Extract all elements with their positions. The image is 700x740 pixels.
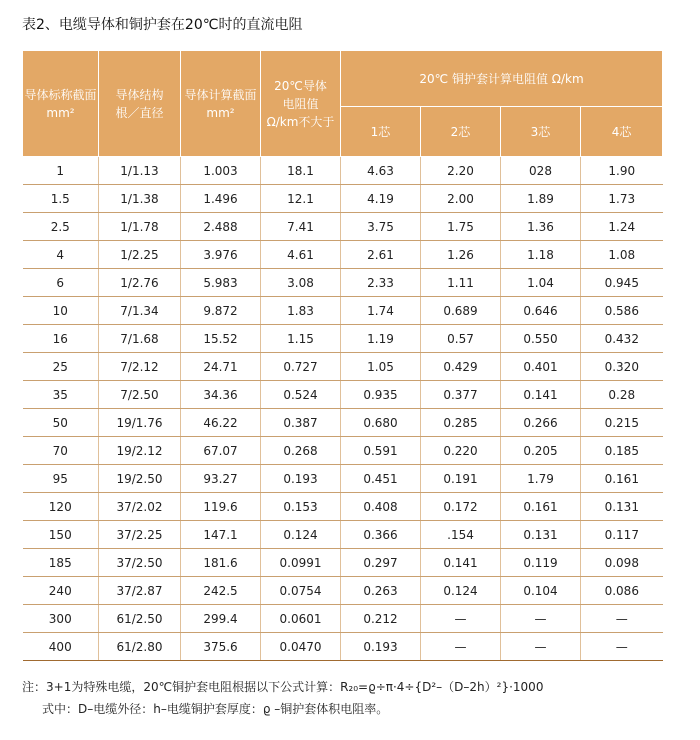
table-cell: 150 [23, 521, 99, 549]
table-row [23, 241, 663, 269]
table-cell: 24.71 [181, 353, 261, 381]
table-cell: 4.19 [341, 185, 421, 213]
table-cell: 1.003 [181, 157, 261, 185]
header-core-4: 4芯 [581, 107, 663, 157]
header-core-2: 2芯 [421, 107, 501, 157]
table-cell: 1/1.13 [99, 157, 181, 185]
table-title: 表2、电缆导体和铜护套在20℃时的直流电阻 [22, 17, 303, 33]
table-cell: 0.451 [341, 465, 421, 493]
notes [22, 676, 543, 720]
table-cell: 1.19 [341, 325, 421, 353]
table-cell: 181.6 [181, 549, 261, 577]
table-row [23, 577, 663, 605]
header-area: 导体标称截面 mm² [23, 51, 99, 157]
table-cell: 10 [23, 297, 99, 325]
table-cell: 0.172 [421, 493, 501, 521]
header-sheath-group: 20℃ 铜护套计算电阻值 Ω/km [341, 51, 663, 107]
table-cell: 0.320 [581, 353, 663, 381]
table-cell: 1.24 [581, 213, 663, 241]
table-cell: 37/2.25 [99, 521, 181, 549]
table-cell: 0.124 [421, 577, 501, 605]
header-core-1: 1芯 [341, 107, 421, 157]
table-cell: 0.263 [341, 577, 421, 605]
table-cell: 1.73 [581, 185, 663, 213]
table-cell: 147.1 [181, 521, 261, 549]
table-cell: 0.935 [341, 381, 421, 409]
table-cell: 0.131 [501, 521, 581, 549]
table-cell: 1.75 [421, 213, 501, 241]
table-cell: 1.05 [341, 353, 421, 381]
table-cell: 119.6 [181, 493, 261, 521]
table-cell: 1/2.76 [99, 269, 181, 297]
table-cell: 0.153 [261, 493, 341, 521]
table-cell: 0.550 [501, 325, 581, 353]
header-resistance: 20℃导体 电阻值 Ω/km不大于 [261, 51, 341, 157]
table-body [23, 157, 663, 661]
note-formula: 注：3+1为特殊电缆，20℃铜护套电阻根据以下公式计算：R₂₀=ϱ÷π·4÷{D²–（D–2h）²}·1000 [22, 680, 544, 694]
table-cell: 400 [23, 633, 99, 661]
table-cell: 0.161 [581, 465, 663, 493]
table-cell: 0.124 [261, 521, 341, 549]
table-cell: 1.90 [581, 157, 663, 185]
table-cell: 0.141 [421, 549, 501, 577]
table-cell: 0.285 [421, 409, 501, 437]
table-cell: 028 [501, 157, 581, 185]
table-cell: 1.5 [23, 185, 99, 213]
table-cell: — [421, 633, 501, 661]
table-cell: — [501, 633, 581, 661]
table-cell: 0.0601 [261, 605, 341, 633]
table-cell: 0.0470 [261, 633, 341, 661]
table-cell: 3.08 [261, 269, 341, 297]
table-cell: 1.83 [261, 297, 341, 325]
table-cell: 0.366 [341, 521, 421, 549]
table-cell: 7/2.50 [99, 381, 181, 409]
table-cell: 0.408 [341, 493, 421, 521]
table-row [23, 325, 663, 353]
table-cell: 240 [23, 577, 99, 605]
table-cell: 25 [23, 353, 99, 381]
table-cell: 0.212 [341, 605, 421, 633]
table-cell: 2.00 [421, 185, 501, 213]
table-cell: 1.11 [421, 269, 501, 297]
table-cell: 12.1 [261, 185, 341, 213]
table-cell: 9.872 [181, 297, 261, 325]
header-core-3: 3芯 [501, 107, 581, 157]
table-cell: 242.5 [181, 577, 261, 605]
table-cell: 0.432 [581, 325, 663, 353]
table-cell: .154 [421, 521, 501, 549]
table-cell: 0.193 [341, 633, 421, 661]
table-cell: 0.377 [421, 381, 501, 409]
table-row [23, 297, 663, 325]
table-cell: 0.0754 [261, 577, 341, 605]
table-cell: 1.36 [501, 213, 581, 241]
table-cell: 50 [23, 409, 99, 437]
table-cell: 120 [23, 493, 99, 521]
table-cell: 2.61 [341, 241, 421, 269]
table-cell: 0.524 [261, 381, 341, 409]
table-row [23, 157, 663, 185]
table-row [23, 465, 663, 493]
table-cell: 0.185 [581, 437, 663, 465]
table-cell: 0.586 [581, 297, 663, 325]
table-cell: — [581, 605, 663, 633]
table-cell: 0.161 [501, 493, 581, 521]
table-cell: 1 [23, 157, 99, 185]
table-row [23, 353, 663, 381]
table-cell: 0.297 [341, 549, 421, 577]
table-cell: 0.191 [421, 465, 501, 493]
table-cell: 300 [23, 605, 99, 633]
table-cell: — [581, 633, 663, 661]
table-cell: 1.89 [501, 185, 581, 213]
resistance-table [22, 50, 663, 661]
table-cell: 1.496 [181, 185, 261, 213]
table-cell: 7.41 [261, 213, 341, 241]
table-row [23, 437, 663, 465]
table-cell: 67.07 [181, 437, 261, 465]
table-cell: 0.387 [261, 409, 341, 437]
table-cell: 0.57 [421, 325, 501, 353]
table-row [23, 633, 663, 661]
table-row [23, 409, 663, 437]
table-cell: — [421, 605, 501, 633]
table-cell: 35 [23, 381, 99, 409]
table-cell: 61/2.50 [99, 605, 181, 633]
table-cell: 0.591 [341, 437, 421, 465]
table-cell: 0.098 [581, 549, 663, 577]
table-cell: 0.215 [581, 409, 663, 437]
table-row [23, 493, 663, 521]
table-cell: 185 [23, 549, 99, 577]
table-cell: 1/1.78 [99, 213, 181, 241]
table-cell: 18.1 [261, 157, 341, 185]
table-cell: 0.193 [261, 465, 341, 493]
table-cell: 46.22 [181, 409, 261, 437]
table-cell: 7/1.68 [99, 325, 181, 353]
table-cell: 375.6 [181, 633, 261, 661]
table-cell: 2.488 [181, 213, 261, 241]
table-cell: 5.983 [181, 269, 261, 297]
table-row [23, 549, 663, 577]
table-cell: 95 [23, 465, 99, 493]
table-cell: 1.15 [261, 325, 341, 353]
table-cell: 299.4 [181, 605, 261, 633]
note-legend: 式中：D–电缆外径：h–电缆铜护套厚度：ϱ –铜护套体积电阻率。 [42, 702, 389, 716]
header-calc-area: 导体计算截面 mm² [181, 51, 261, 157]
table-cell: 0.141 [501, 381, 581, 409]
table-cell: 0.104 [501, 577, 581, 605]
table-cell: 1.18 [501, 241, 581, 269]
table-row [23, 213, 663, 241]
table-cell: 37/2.87 [99, 577, 181, 605]
table-cell: 0.727 [261, 353, 341, 381]
table-cell: 61/2.80 [99, 633, 181, 661]
table-cell: 6 [23, 269, 99, 297]
table-cell: 2.5 [23, 213, 99, 241]
table-cell: 15.52 [181, 325, 261, 353]
table-cell: 19/2.12 [99, 437, 181, 465]
table-cell: 37/2.02 [99, 493, 181, 521]
table-cell: 1/2.25 [99, 241, 181, 269]
table-row [23, 521, 663, 549]
table-cell: 0.220 [421, 437, 501, 465]
table-cell: 1.74 [341, 297, 421, 325]
table-cell: 3.75 [341, 213, 421, 241]
table-cell: 0.268 [261, 437, 341, 465]
table-cell: 70 [23, 437, 99, 465]
table-cell: 16 [23, 325, 99, 353]
table-cell: 19/2.50 [99, 465, 181, 493]
table-row [23, 605, 663, 633]
table-cell: 34.36 [181, 381, 261, 409]
table-cell: — [501, 605, 581, 633]
table-cell: 3.976 [181, 241, 261, 269]
table-cell: 4 [23, 241, 99, 269]
table-cell: 0.0991 [261, 549, 341, 577]
table-cell: 2.33 [341, 269, 421, 297]
table-cell: 37/2.50 [99, 549, 181, 577]
table-cell: 0.429 [421, 353, 501, 381]
table-cell: 0.945 [581, 269, 663, 297]
header-structure: 导体结构 根／直径 [99, 51, 181, 157]
table-cell: 0.646 [501, 297, 581, 325]
table-cell: 0.205 [501, 437, 581, 465]
table-cell: 7/1.34 [99, 297, 181, 325]
table-cell: 93.27 [181, 465, 261, 493]
table-cell: 0.401 [501, 353, 581, 381]
table-cell: 7/2.12 [99, 353, 181, 381]
table-row [23, 381, 663, 409]
table-cell: 1/1.38 [99, 185, 181, 213]
table-cell: 0.086 [581, 577, 663, 605]
table-cell: 0.28 [581, 381, 663, 409]
table-cell: 4.63 [341, 157, 421, 185]
table-cell: 1.08 [581, 241, 663, 269]
table-cell: 0.131 [581, 493, 663, 521]
table-cell: 2.20 [421, 157, 501, 185]
table-cell: 0.119 [501, 549, 581, 577]
table-cell: 1.04 [501, 269, 581, 297]
table-cell: 0.689 [421, 297, 501, 325]
table-cell: 0.117 [581, 521, 663, 549]
table-row [23, 269, 663, 297]
table-row [23, 185, 663, 213]
table-cell: 0.266 [501, 409, 581, 437]
table-cell: 1.26 [421, 241, 501, 269]
table-cell: 19/1.76 [99, 409, 181, 437]
table-cell: 0.680 [341, 409, 421, 437]
table-cell: 4.61 [261, 241, 341, 269]
table-cell: 1.79 [501, 465, 581, 493]
